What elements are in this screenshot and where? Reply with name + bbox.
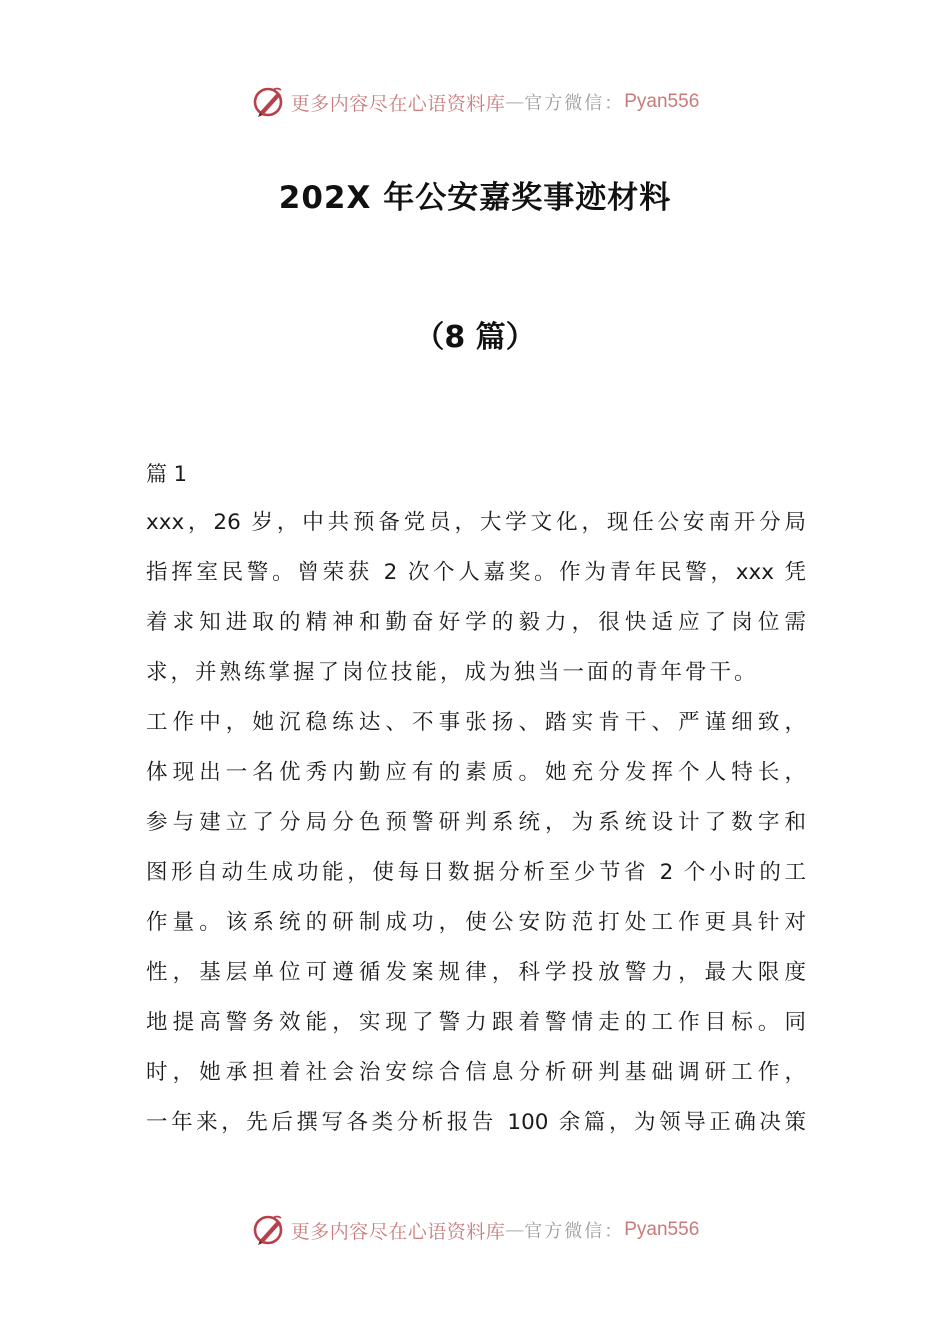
body-line: 工作中，她沉稳练达、不事张扬、踏实肯干、严谨细致， [146,710,806,735]
body-line: 一年来，先后撰写各类分析报告 100 余篇，为领导正确决策 [146,1110,806,1135]
body-line: 地提高警务效能，实现了警力跟着警情走的工作目标。同 [146,1010,806,1035]
body-line: 参与建立了分局分色预警研判系统，为系统设计了数字和 [146,810,806,835]
watermark-separator: — [505,91,525,113]
footer-watermark [0,1208,950,1252]
watermark-label: 官方微信： [524,93,625,114]
watermark-label: 官方微信： [524,1221,625,1242]
body-line: 指挥室民警。曾荣获 2 次个人嘉奖。作为青年民警，xxx 凭 [146,560,806,585]
header-watermark [0,80,950,124]
body-line: 图形自动生成功能，使每日数据分析至少节省 2 个小时的工 [146,860,806,885]
document-subtitle: （8 篇） [414,320,536,355]
document-title: 202X 年公安嘉奖事迹材料 [278,180,672,216]
body-line: 性，基层单位可遵循发案规律，科学投放警力，最大限度 [146,960,806,985]
body-line: 作量。该系统的研制成功，使公安防范打处工作更具针对 [146,910,806,935]
pen-logo-icon [251,84,287,120]
section-label: 篇 1 [146,462,188,486]
watermark-separator: — [505,1219,525,1241]
body-text [146,498,806,1148]
body-line: 求，并熟练掌握了岗位技能，成为独当一面的青年骨干。 [146,660,759,685]
body-line: 体现出一名优秀内勤应有的素质。她充分发挥个人特长， [146,760,806,785]
pen-logo-icon [251,1212,287,1248]
watermark-text: 更多内容尽在心语资料库 [290,92,506,115]
body-line: xxx，26 岁，中共预备党员，大学文化，现任公安南开分局 [146,510,806,535]
watermark-text: 更多内容尽在心语资料库 [290,1220,506,1243]
watermark-wechat-id: Pyan556 [624,91,700,112]
body-line: 时，她承担着社会治安综合信息分析研判基础调研工作， [146,1060,806,1085]
body-line: 着求知进取的精神和勤奋好学的毅力，很快适应了岗位需 [146,610,806,635]
watermark-wechat-id: Pyan556 [624,1219,700,1240]
